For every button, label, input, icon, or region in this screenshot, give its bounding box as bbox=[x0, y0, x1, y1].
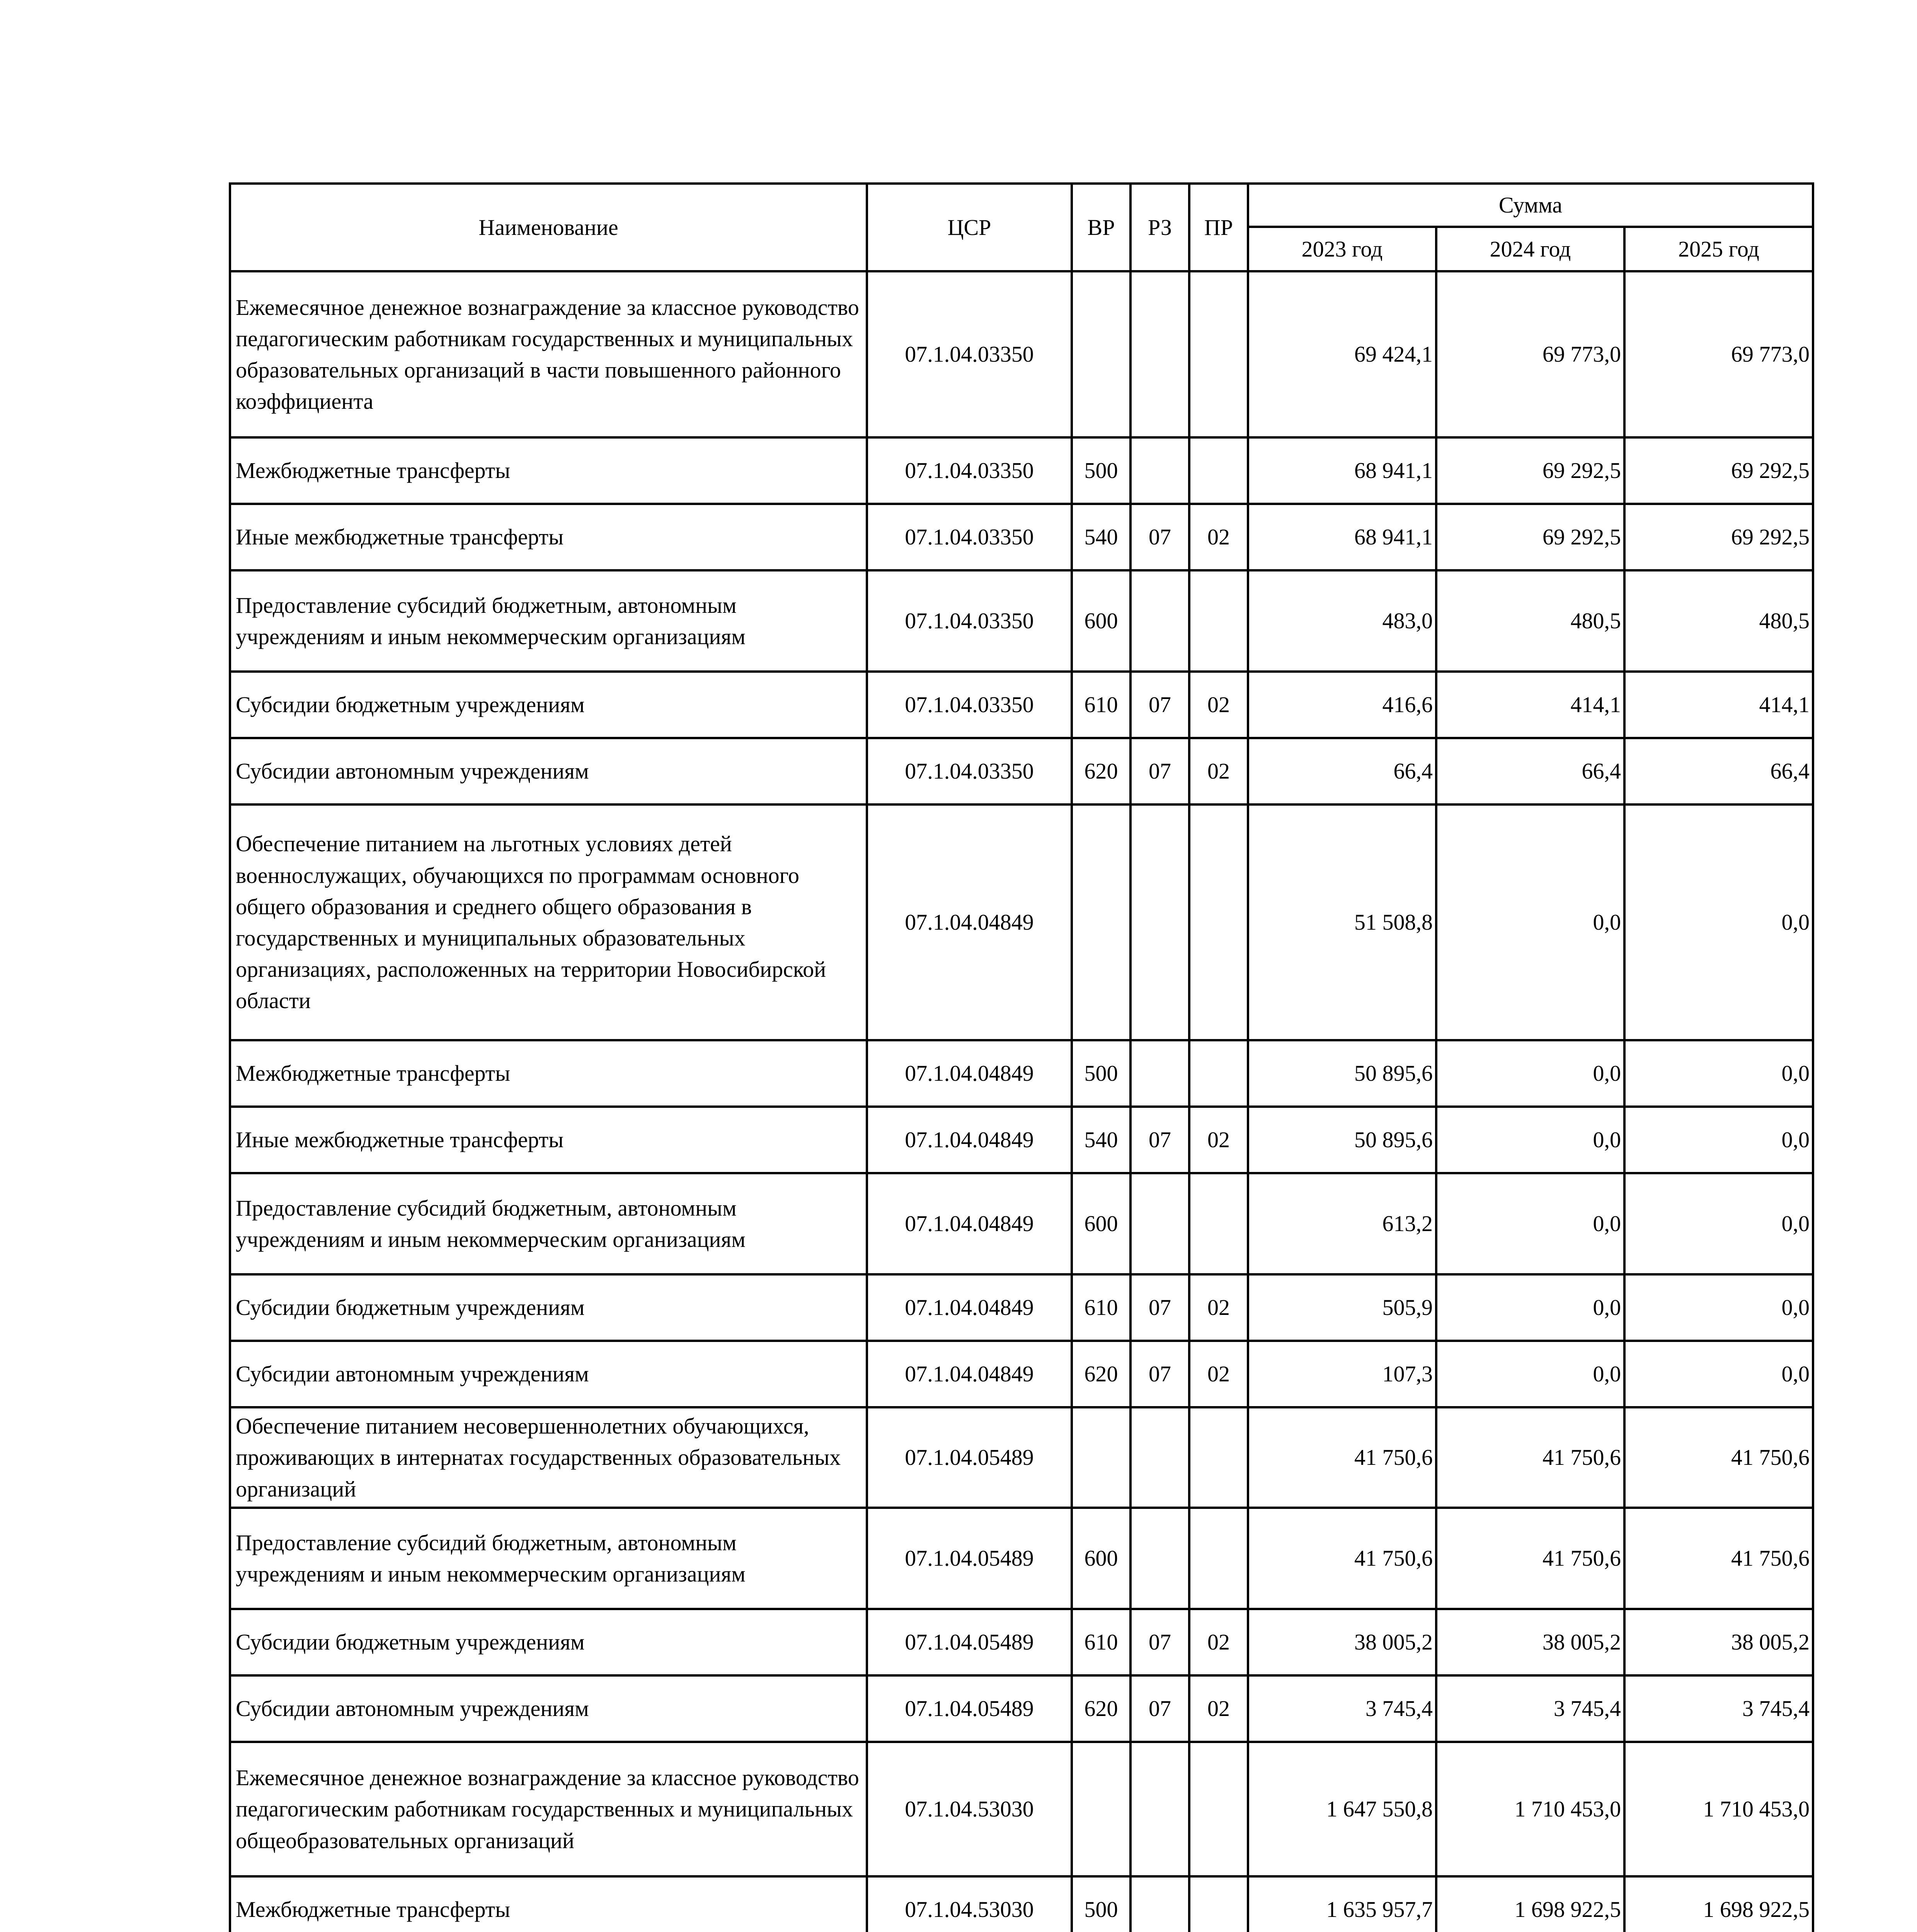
cell-csr: 07.1.04.05489 bbox=[867, 1675, 1072, 1742]
cell-name: Межбюджетные трансферты bbox=[230, 1876, 867, 1932]
header-year-2023: 2023 год bbox=[1248, 227, 1436, 271]
cell-2024: 41 750,6 bbox=[1436, 1508, 1624, 1609]
cell-2024: 0,0 bbox=[1436, 1107, 1624, 1173]
cell-vr: 610 bbox=[1072, 672, 1130, 738]
cell-2025: 0,0 bbox=[1624, 1040, 1813, 1107]
cell-2023: 1 647 550,8 bbox=[1248, 1742, 1436, 1876]
cell-vr: 540 bbox=[1072, 504, 1130, 570]
table-row bbox=[230, 1876, 1813, 1932]
cell-name: Иные межбюджетные трансферты bbox=[230, 504, 867, 570]
cell-2025: 3 745,4 bbox=[1624, 1675, 1813, 1742]
cell-csr: 07.1.04.53030 bbox=[867, 1876, 1072, 1932]
table-row bbox=[230, 738, 1813, 804]
cell-rz: 07 bbox=[1130, 738, 1189, 804]
cell-name: Субсидии бюджетным учреждениям bbox=[230, 1274, 867, 1341]
cell-rz bbox=[1130, 1173, 1189, 1274]
cell-rz: 07 bbox=[1130, 1341, 1189, 1407]
cell-2023: 483,0 bbox=[1248, 570, 1436, 672]
cell-pr: 02 bbox=[1189, 1609, 1248, 1675]
cell-rz bbox=[1130, 1407, 1189, 1508]
cell-2025: 38 005,2 bbox=[1624, 1609, 1813, 1675]
cell-2024: 69 773,0 bbox=[1436, 271, 1624, 437]
cell-2023: 3 745,4 bbox=[1248, 1675, 1436, 1742]
cell-vr: 500 bbox=[1072, 1876, 1130, 1932]
cell-csr: 07.1.04.03350 bbox=[867, 271, 1072, 437]
header-name: Наименование bbox=[230, 184, 867, 271]
cell-2023: 50 895,6 bbox=[1248, 1107, 1436, 1173]
cell-vr: 610 bbox=[1072, 1609, 1130, 1675]
cell-vr: 600 bbox=[1072, 570, 1130, 672]
cell-2025: 0,0 bbox=[1624, 804, 1813, 1040]
cell-rz: 07 bbox=[1130, 1675, 1189, 1742]
table-row bbox=[230, 1609, 1813, 1675]
cell-name: Предоставление субсидий бюджетным, автономным учреждениям и иным некоммерческим организациям bbox=[230, 1173, 867, 1274]
cell-pr: 02 bbox=[1189, 504, 1248, 570]
table-header bbox=[230, 184, 1813, 271]
cell-2023: 50 895,6 bbox=[1248, 1040, 1436, 1107]
table-row bbox=[230, 1407, 1813, 1508]
cell-2023: 41 750,6 bbox=[1248, 1508, 1436, 1609]
cell-name: Предоставление субсидий бюджетным, автономным учреждениям и иным некоммерческим организациям bbox=[230, 570, 867, 672]
cell-2024: 0,0 bbox=[1436, 1040, 1624, 1107]
cell-pr bbox=[1189, 271, 1248, 437]
cell-name: Субсидии автономным учреждениям bbox=[230, 1341, 867, 1407]
cell-name: Субсидии бюджетным учреждениям bbox=[230, 672, 867, 738]
cell-2023: 38 005,2 bbox=[1248, 1609, 1436, 1675]
cell-2023: 68 941,1 bbox=[1248, 504, 1436, 570]
cell-vr bbox=[1072, 804, 1130, 1040]
cell-2025: 414,1 bbox=[1624, 672, 1813, 738]
cell-pr: 02 bbox=[1189, 738, 1248, 804]
cell-2025: 0,0 bbox=[1624, 1107, 1813, 1173]
cell-2025: 69 292,5 bbox=[1624, 437, 1813, 504]
table-row bbox=[230, 1274, 1813, 1341]
cell-2025: 0,0 bbox=[1624, 1173, 1813, 1274]
cell-name: Обеспечение питанием на льготных условиях детей военнослужащих, обучающихся по программам основного общего образования и среднего общего образования в государственных и муниципальных образовательных организациях, расположенных на территории Новосибирской области bbox=[230, 804, 867, 1040]
cell-2024: 0,0 bbox=[1436, 1173, 1624, 1274]
table-row bbox=[230, 1173, 1813, 1274]
cell-2024: 0,0 bbox=[1436, 1274, 1624, 1341]
cell-rz: 07 bbox=[1130, 504, 1189, 570]
cell-2023: 1 635 957,7 bbox=[1248, 1876, 1436, 1932]
table-row bbox=[230, 504, 1813, 570]
table-row bbox=[230, 1040, 1813, 1107]
cell-csr: 07.1.04.03350 bbox=[867, 570, 1072, 672]
cell-csr: 07.1.04.04849 bbox=[867, 1040, 1072, 1107]
cell-name: Субсидии автономным учреждениям bbox=[230, 738, 867, 804]
cell-vr: 500 bbox=[1072, 437, 1130, 504]
cell-vr: 610 bbox=[1072, 1274, 1130, 1341]
cell-name: Предоставление субсидий бюджетным, автономным учреждениям и иным некоммерческим организациям bbox=[230, 1508, 867, 1609]
cell-2024: 1 698 922,5 bbox=[1436, 1876, 1624, 1932]
cell-pr bbox=[1189, 804, 1248, 1040]
cell-2025: 69 773,0 bbox=[1624, 271, 1813, 437]
cell-2025: 1 698 922,5 bbox=[1624, 1876, 1813, 1932]
cell-csr: 07.1.04.04849 bbox=[867, 1107, 1072, 1173]
cell-2025: 0,0 bbox=[1624, 1274, 1813, 1341]
cell-rz bbox=[1130, 271, 1189, 437]
cell-csr: 07.1.04.53030 bbox=[867, 1742, 1072, 1876]
cell-csr: 07.1.04.04849 bbox=[867, 1173, 1072, 1274]
cell-rz: 07 bbox=[1130, 1609, 1189, 1675]
table-row bbox=[230, 1341, 1813, 1407]
header-row-top bbox=[230, 184, 1813, 227]
cell-vr bbox=[1072, 1407, 1130, 1508]
cell-csr: 07.1.04.05489 bbox=[867, 1407, 1072, 1508]
cell-vr: 540 bbox=[1072, 1107, 1130, 1173]
cell-name: Ежемесячное денежное вознаграждение за классное руководство педагогическим работникам государственных и муниципальных общеобразовательных организаций bbox=[230, 1742, 867, 1876]
cell-2025: 41 750,6 bbox=[1624, 1407, 1813, 1508]
cell-2024: 69 292,5 bbox=[1436, 504, 1624, 570]
cell-vr: 620 bbox=[1072, 1341, 1130, 1407]
cell-2023: 505,9 bbox=[1248, 1274, 1436, 1341]
cell-name: Обеспечение питанием несовершеннолетних обучающихся, проживающих в интернатах государственных образовательных организаций bbox=[230, 1407, 867, 1508]
cell-2023: 416,6 bbox=[1248, 672, 1436, 738]
cell-pr bbox=[1189, 1742, 1248, 1876]
header-rz: РЗ bbox=[1130, 184, 1189, 271]
cell-csr: 07.1.04.05489 bbox=[867, 1609, 1072, 1675]
table-row bbox=[230, 570, 1813, 672]
cell-pr bbox=[1189, 1407, 1248, 1508]
header-csr: ЦСР bbox=[867, 184, 1072, 271]
table-row bbox=[230, 672, 1813, 738]
cell-name: Межбюджетные трансферты bbox=[230, 1040, 867, 1107]
cell-rz bbox=[1130, 570, 1189, 672]
header-pr: ПР bbox=[1189, 184, 1248, 271]
cell-rz: 07 bbox=[1130, 1107, 1189, 1173]
cell-2023: 41 750,6 bbox=[1248, 1407, 1436, 1508]
cell-pr: 02 bbox=[1189, 672, 1248, 738]
cell-csr: 07.1.04.04849 bbox=[867, 1274, 1072, 1341]
cell-2025: 480,5 bbox=[1624, 570, 1813, 672]
cell-csr: 07.1.04.03350 bbox=[867, 738, 1072, 804]
cell-pr: 02 bbox=[1189, 1107, 1248, 1173]
cell-vr: 500 bbox=[1072, 1040, 1130, 1107]
cell-2024: 69 292,5 bbox=[1436, 437, 1624, 504]
cell-csr: 07.1.04.05489 bbox=[867, 1508, 1072, 1609]
cell-pr bbox=[1189, 1508, 1248, 1609]
header-vr: ВР bbox=[1072, 184, 1130, 271]
cell-name: Межбюджетные трансферты bbox=[230, 437, 867, 504]
cell-csr: 07.1.04.04849 bbox=[867, 804, 1072, 1040]
cell-2024: 480,5 bbox=[1436, 570, 1624, 672]
budget-table bbox=[229, 182, 1814, 1932]
cell-2024: 414,1 bbox=[1436, 672, 1624, 738]
cell-2024: 38 005,2 bbox=[1436, 1609, 1624, 1675]
cell-rz bbox=[1130, 1508, 1189, 1609]
cell-rz: 07 bbox=[1130, 1274, 1189, 1341]
cell-rz bbox=[1130, 1742, 1189, 1876]
cell-pr bbox=[1189, 1173, 1248, 1274]
cell-2024: 41 750,6 bbox=[1436, 1407, 1624, 1508]
cell-name: Иные межбюджетные трансферты bbox=[230, 1107, 867, 1173]
cell-vr: 600 bbox=[1072, 1173, 1130, 1274]
cell-rz bbox=[1130, 437, 1189, 504]
cell-2025: 41 750,6 bbox=[1624, 1508, 1813, 1609]
table-row bbox=[230, 804, 1813, 1040]
cell-pr bbox=[1189, 570, 1248, 672]
cell-csr: 07.1.04.04849 bbox=[867, 1341, 1072, 1407]
cell-vr bbox=[1072, 1742, 1130, 1876]
cell-2025: 66,4 bbox=[1624, 738, 1813, 804]
cell-csr: 07.1.04.03350 bbox=[867, 504, 1072, 570]
cell-2024: 0,0 bbox=[1436, 1341, 1624, 1407]
cell-rz bbox=[1130, 1876, 1189, 1932]
table-body bbox=[230, 271, 1813, 1932]
cell-vr: 620 bbox=[1072, 738, 1130, 804]
table-row bbox=[230, 1508, 1813, 1609]
header-year-2024: 2024 год bbox=[1436, 227, 1624, 271]
cell-2024: 0,0 bbox=[1436, 804, 1624, 1040]
cell-vr: 600 bbox=[1072, 1508, 1130, 1609]
cell-pr: 02 bbox=[1189, 1341, 1248, 1407]
cell-pr bbox=[1189, 1876, 1248, 1932]
cell-name: Ежемесячное денежное вознаграждение за классное руководство педагогическим работникам государственных и муниципальных образовательных организаций в части повышенного районного коэффициента bbox=[230, 271, 867, 437]
table-row bbox=[230, 437, 1813, 504]
cell-csr: 07.1.04.03350 bbox=[867, 437, 1072, 504]
cell-rz: 07 bbox=[1130, 672, 1189, 738]
cell-2023: 107,3 bbox=[1248, 1341, 1436, 1407]
cell-2023: 613,2 bbox=[1248, 1173, 1436, 1274]
cell-vr: 620 bbox=[1072, 1675, 1130, 1742]
table-row bbox=[230, 271, 1813, 437]
cell-2024: 3 745,4 bbox=[1436, 1675, 1624, 1742]
cell-pr: 02 bbox=[1189, 1675, 1248, 1742]
cell-pr: 02 bbox=[1189, 1274, 1248, 1341]
cell-name: Субсидии бюджетным учреждениям bbox=[230, 1609, 867, 1675]
header-sum: Сумма bbox=[1248, 184, 1813, 227]
cell-pr bbox=[1189, 437, 1248, 504]
cell-name: Субсидии автономным учреждениям bbox=[230, 1675, 867, 1742]
cell-2024: 1 710 453,0 bbox=[1436, 1742, 1624, 1876]
cell-rz bbox=[1130, 1040, 1189, 1107]
table-row bbox=[230, 1107, 1813, 1173]
table-row bbox=[230, 1742, 1813, 1876]
cell-vr bbox=[1072, 271, 1130, 437]
cell-2025: 0,0 bbox=[1624, 1341, 1813, 1407]
cell-2023: 69 424,1 bbox=[1248, 271, 1436, 437]
cell-rz bbox=[1130, 804, 1189, 1040]
header-year-2025: 2025 год bbox=[1624, 227, 1813, 271]
cell-2023: 51 508,8 bbox=[1248, 804, 1436, 1040]
cell-2023: 68 941,1 bbox=[1248, 437, 1436, 504]
cell-csr: 07.1.04.03350 bbox=[867, 672, 1072, 738]
cell-2025: 69 292,5 bbox=[1624, 504, 1813, 570]
cell-2024: 66,4 bbox=[1436, 738, 1624, 804]
table-row bbox=[230, 1675, 1813, 1742]
cell-2023: 66,4 bbox=[1248, 738, 1436, 804]
cell-pr bbox=[1189, 1040, 1248, 1107]
cell-2025: 1 710 453,0 bbox=[1624, 1742, 1813, 1876]
